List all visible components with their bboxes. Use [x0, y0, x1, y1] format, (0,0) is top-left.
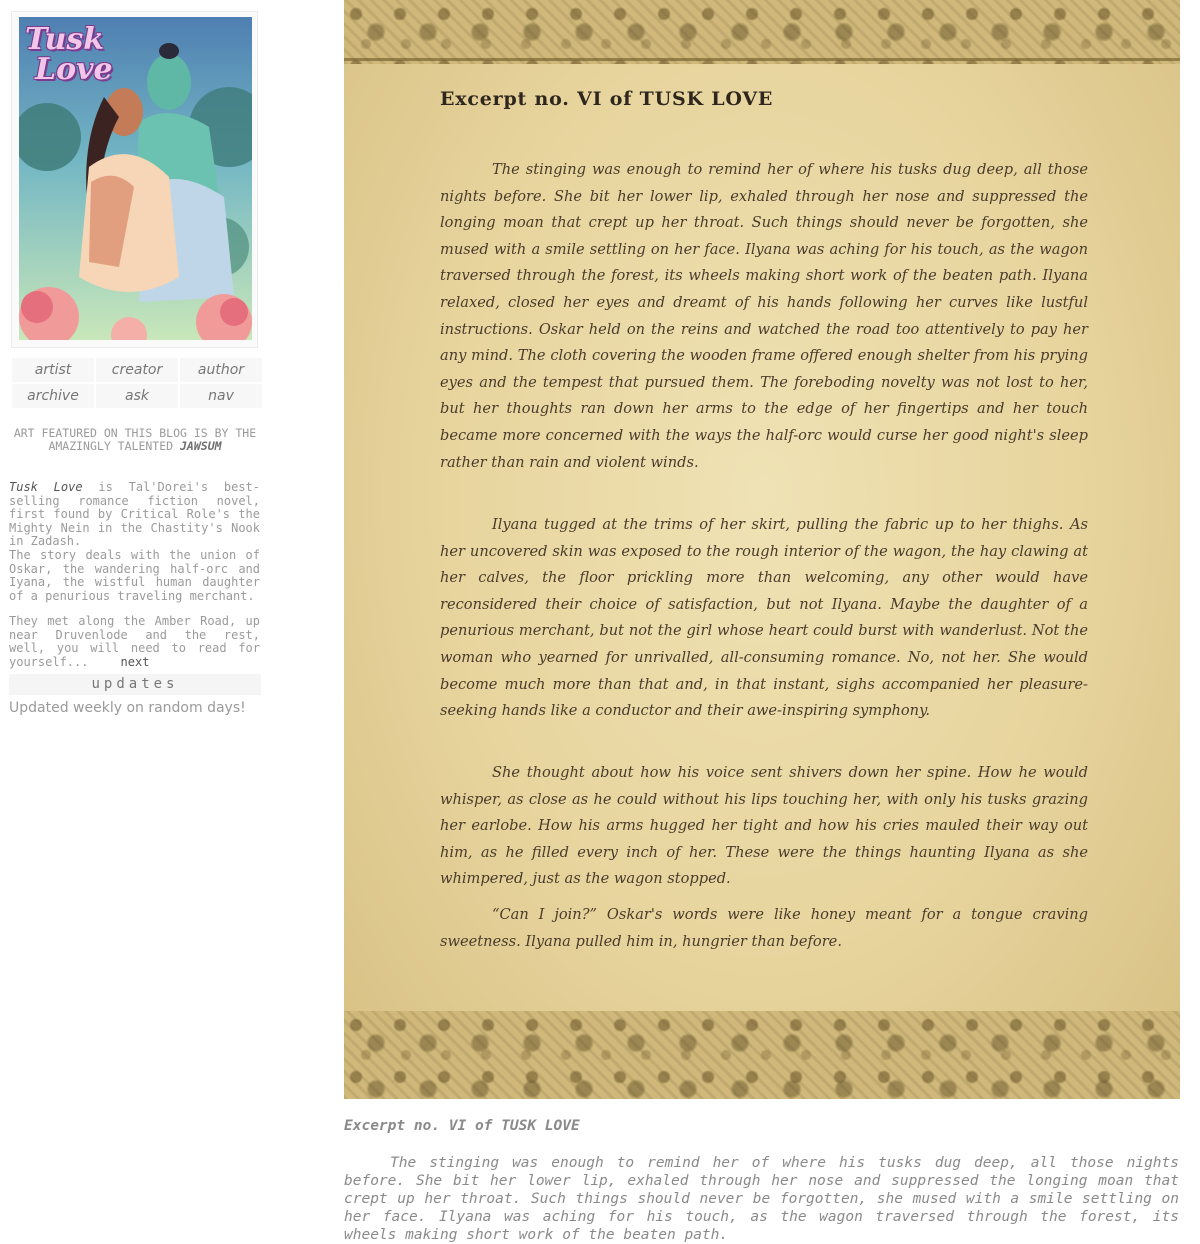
nav-link-creator[interactable]: creator: [96, 358, 178, 382]
blurb-book-title: Tusk Love: [9, 480, 83, 494]
blurb-paragraph-2: The story deals with the union of Oskar, the wandering half-orc and Iyana, the wistful human daughter of a penurious traveling merchant.: [9, 548, 260, 603]
ornament-border-bottom: [344, 1011, 1180, 1099]
nav-link-archive[interactable]: archive: [12, 384, 94, 408]
nav-link-nav[interactable]: nav: [180, 384, 262, 408]
excerpt-parchment-image: [344, 0, 1180, 1099]
nav-link-author[interactable]: author: [180, 358, 262, 382]
excerpt-paragraph-3: She thought about how his voice sent shivers down her spine. How he would whisper, as close as he could without his lips touching her, with only his tusks grazing her earlobe. How his arms hugged her tight and how his cries mauled their way out him, as he filled every inch of her. These were the things haunting Ilyana as she whimpered, just as the wagon stopped.: [440, 764, 1088, 888]
excerpt-paragraph-1: The stinging was enough to remind her of where his tusks dug deep, all those nights before. She bit her lower lip, exhaled through her nose and suppressed the longing moan that crept up her throat. Such things should never be forgotten, she mused with a smile settling on her face. Ilyana was aching for his touch, as the wagon traversed through the forest, its wheels making short work of the beaten path. Ilyana relaxed, closed her eyes and dreamt of his hands following her curves like lustful instructions. Oskar held on the reins and watched the road too attentively to pay her any mind. The cloth covering the wooden frame offered enough shelter from his prying eyes and the tempest that pursued them. The foreboding novelty was not lost to her, but her thoughts ran down her arms to the edge of her fingertips and her touch became more concerned with the ways the half-orc would curse her good night's sleep rather than rain and violent winds.: [440, 161, 1088, 471]
excerpt-paragraph-2: Ilyana tugged at the trims of her skirt, pulling the fabric up to her thighs. As her uncovered skin was exposed to the rough interior of the wagon, the hay clawing at her calves, the floor prickling more than welcoming, any other would have reconsidered their choice of satisfaction, but not Ilyana. Maybe the daughter of a penurious merchant, but not the girl whose heart could burst with wanderlust. Not the woman who yearned for unrivalled, all-consuming romance. No, not her. She would become much more than that and, in that instant, sighs accompanied her pleasure-seeking hands like a conductor and their awe-inspiring symphony.: [440, 516, 1088, 720]
caption-text: The stinging was enough to remind her of where his tusks dug deep, all those nights before. She bit her lower lip, exhaled through her nose and suppressed the longing moan that crept up her throat. Such things should never be forgotten, she mused with a smile settling on her face. Ilyana was aching for his touch, as the wagon traversed through the forest, its wheels making short work of the beaten path.: [344, 1155, 1179, 1243]
caption-title: Excerpt no. VI of TUSK LOVE: [344, 1118, 580, 1134]
book-cover-frame: [11, 11, 258, 348]
ornament-border-top: [344, 0, 1180, 64]
art-credit: [8, 427, 262, 453]
excerpt-heading: Excerpt no. VI of TUSK LOVE: [440, 88, 774, 110]
updates-text: Updated weekly on random days!: [9, 700, 246, 716]
nav-link-ask[interactable]: ask: [96, 384, 178, 408]
nav-menu: [12, 358, 262, 408]
excerpt-paragraph-4: “Can I join?” Oskar's words were like honey meant for a tongue craving sweetness. Ilyana pulled him in, hungrier than before.: [440, 906, 1088, 950]
updates-header: updates: [9, 674, 261, 695]
book-cover-image[interactable]: [19, 17, 252, 340]
blurb-paragraph-3: They met along the Amber Road, up near Druvenlode and the rest, well, you will need to read for yourself...: [9, 614, 260, 669]
cover-title-line-2: Love: [35, 52, 113, 87]
art-credit-name[interactable]: JAWSUM: [180, 439, 222, 453]
blurb-p1-text: is Tal'Dorei's best-selling romance fiction novel, first found by Critical Role's the Mighty Nein in the Chastity's Nook in Zadash.: [9, 480, 260, 548]
nav-link-artist[interactable]: artist: [12, 358, 94, 382]
cover-title-line-1: Tusk: [25, 22, 105, 57]
blurb-paragraph-1: [9, 481, 260, 549]
art-credit-text: ART FEATURED ON THIS BLOG IS BY THE AMAZINGLY TALENTED: [13, 426, 257, 453]
cover-title: [19, 22, 135, 87]
ornament-divider-top: [344, 58, 1180, 61]
next-link[interactable]: next: [120, 655, 150, 669]
